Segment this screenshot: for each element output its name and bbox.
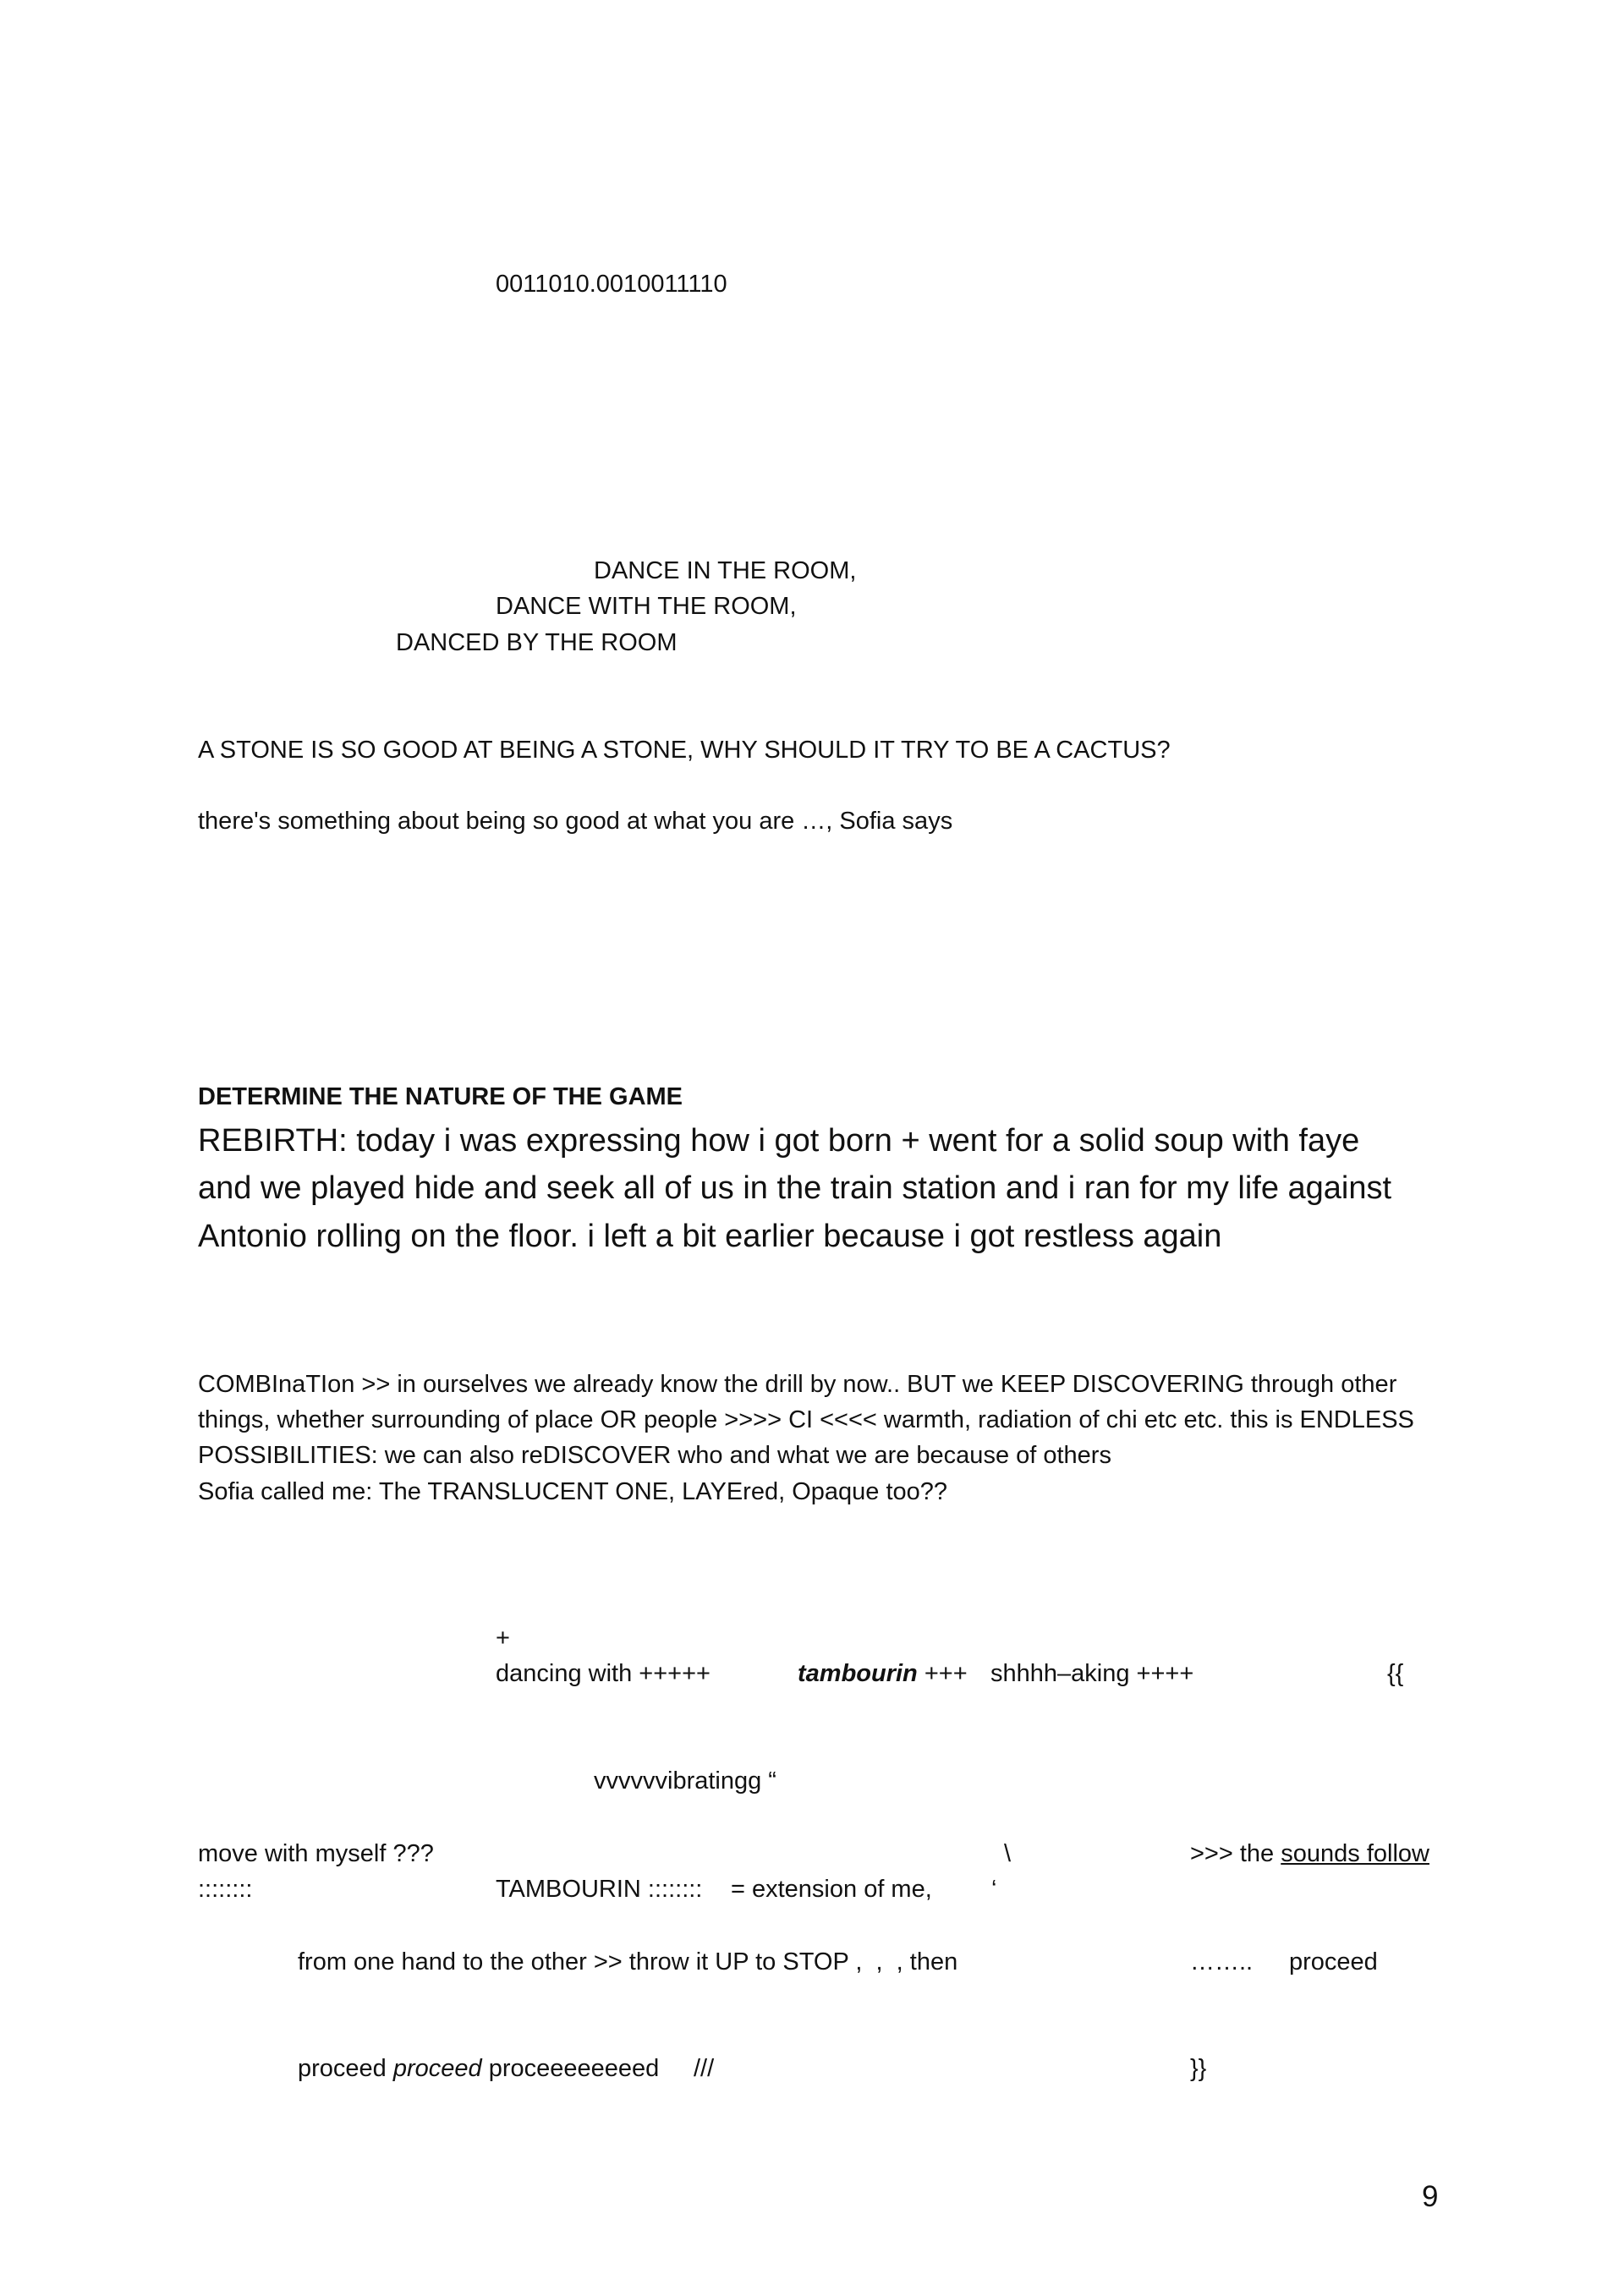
score-hand-line: from one hand to the other >> throw it UP to STOP , , , then	[298, 1948, 958, 1975]
stone-quote: there's something about being so good at what you are …, Sofia says	[198, 808, 953, 835]
tambourin-plus: +++	[917, 1660, 968, 1687]
tambourin-emphasis: tambourin	[798, 1660, 918, 1687]
proceed-1: proceed	[298, 2055, 393, 2082]
score-colons: ::::::::	[198, 1876, 253, 1903]
combination-line-3: POSSIBILITIES: we can also reDISCOVER who and what we are because of others	[198, 1442, 1111, 1469]
score-proceed-line	[298, 2057, 659, 2081]
page-number: 9	[1422, 2180, 1439, 2213]
proceed-3: proceeeeeeeed	[481, 2055, 660, 2082]
score-tambourin-caps: TAMBOURIN ::::::::	[496, 1876, 703, 1903]
score-move-myself: move with myself ???	[198, 1840, 434, 1867]
score-tambourin	[798, 1662, 968, 1686]
score-open-braces: {{	[1387, 1660, 1404, 1687]
combination-line-4: Sofia called me: The TRANSLUCENT ONE, LAYEred, Opaque too??	[198, 1478, 948, 1505]
score-sounds-follow	[1190, 1842, 1429, 1866]
score-dancing-with: dancing with +++++	[496, 1660, 710, 1687]
game-line-1: REBIRTH: today i was expressing how i got born + went for a solid soup with faye	[198, 1123, 1360, 1159]
score-dots: ……..	[1190, 1948, 1254, 1975]
combination-line-2: things, whether surrounding of place OR people >>>> CI <<<< warmth, radiation of chi etc etc. this is ENDLESS	[198, 1406, 1414, 1433]
sounds-prefix: >>> the	[1190, 1840, 1281, 1867]
score-shaking: shhhh–aking ++++	[990, 1660, 1194, 1687]
score-quote-mark: ‘	[991, 1876, 997, 1903]
proceed-2-italic: proceed	[392, 2055, 482, 2082]
game-line-2: and we played hide and seek all of us in the train station and i ran for my life against	[198, 1170, 1392, 1206]
dance-line-2: DANCE WITH THE ROOM,	[496, 593, 797, 620]
score-vibrating: vvvvvvibratingg “	[594, 1767, 776, 1795]
dance-line-1: DANCE IN THE ROOM,	[594, 557, 857, 584]
score-close-braces: }}	[1190, 2055, 1207, 2082]
score-backslash: \	[1004, 1840, 1012, 1867]
score-plus: +	[496, 1625, 510, 1652]
binary-code: 0011010.0010011110	[496, 271, 727, 298]
stone-question: A STONE IS SO GOOD AT BEING A STONE, WHY SHOULD IT TRY TO BE A CACTUS?	[198, 737, 1171, 764]
score-slashes: ///	[694, 2055, 715, 2082]
game-heading: DETERMINE THE NATURE OF THE GAME	[198, 1083, 683, 1110]
game-line-3: Antonio rolling on the floor. i left a bit earlier because i got restless again	[198, 1219, 1222, 1254]
sounds-follow-underlined: sounds follow	[1281, 1840, 1429, 1867]
score-extension: = extension of me,	[731, 1876, 932, 1903]
score-proceed: proceed	[1289, 1948, 1378, 1975]
combination-line-1: COMBInaTIon >> in ourselves we already know the drill by now.. BUT we KEEP DISCOVERING through other	[198, 1371, 1397, 1398]
dance-line-3: DANCED BY THE ROOM	[396, 629, 678, 656]
